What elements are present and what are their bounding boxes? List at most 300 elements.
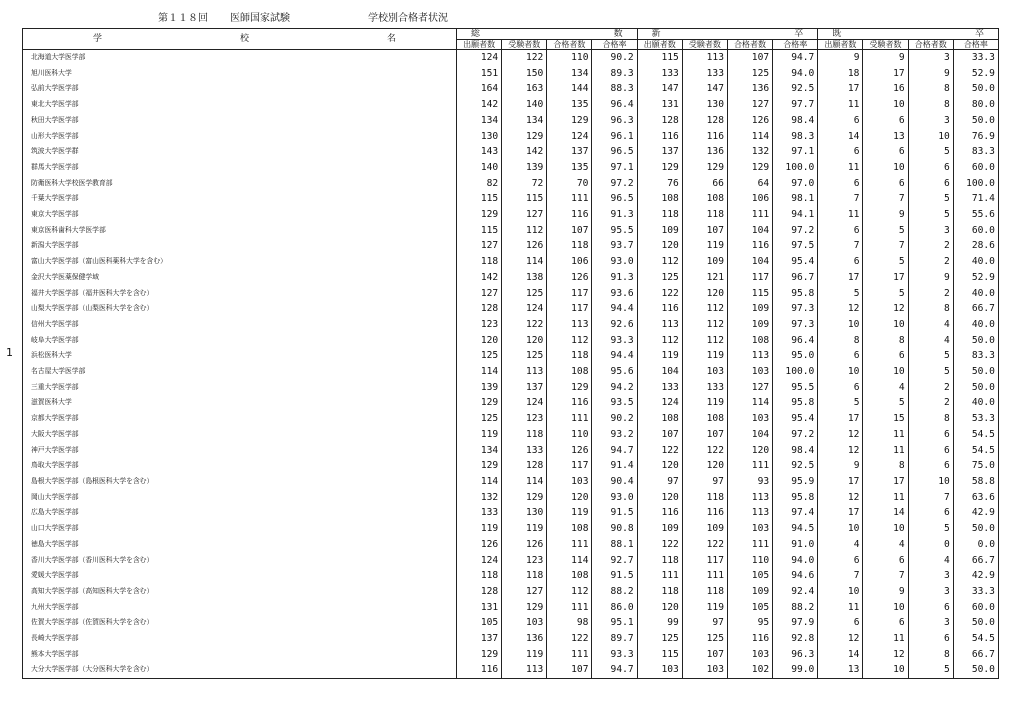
passers-cell: 114 <box>727 395 772 411</box>
group-char: 新 <box>651 29 661 39</box>
applicants-cell: 122 <box>637 443 682 459</box>
examinees-cell: 133 <box>502 443 547 459</box>
pass-rate-cell: 91.3 <box>592 270 637 286</box>
passers-cell: 108 <box>547 521 592 537</box>
applicants-cell: 115 <box>457 223 502 239</box>
passers-cell: 105 <box>727 600 772 616</box>
examinees-cell: 10 <box>863 521 908 537</box>
school-name-cell: 滋賀医科大学 <box>23 395 457 411</box>
school-name-cell: 香川大学医学部（香川医科大学を含む） <box>23 553 457 569</box>
pass-rate-cell: 96.4 <box>592 97 637 113</box>
passers-cell: 6 <box>908 458 953 474</box>
applicants-cell: 132 <box>457 490 502 506</box>
subcolumn-header: 受験者数 <box>682 40 727 50</box>
pass-rate-cell: 50.0 <box>953 333 998 349</box>
table-row <box>23 66 999 82</box>
examinees-cell: 119 <box>682 600 727 616</box>
pass-rate-cell: 89.3 <box>592 66 637 82</box>
passers-cell: 10 <box>908 474 953 490</box>
pass-rate-cell: 83.3 <box>953 348 998 364</box>
school-name-cell: 名古屋大学医学部 <box>23 364 457 380</box>
pass-rate-cell: 95.8 <box>773 286 818 302</box>
examinees-cell: 97 <box>682 615 727 631</box>
pass-rate-cell: 93.2 <box>592 427 637 443</box>
pass-rate-cell: 90.2 <box>592 50 637 66</box>
applicants-cell: 99 <box>637 615 682 631</box>
applicants-cell: 140 <box>457 160 502 176</box>
examinees-cell: 118 <box>682 207 727 223</box>
pass-rate-cell: 50.0 <box>953 615 998 631</box>
pass-rate-cell: 40.0 <box>953 395 998 411</box>
pass-rate-cell: 58.8 <box>953 474 998 490</box>
table-row <box>23 191 999 207</box>
examinees-cell: 134 <box>502 113 547 129</box>
applicants-cell: 6 <box>818 113 863 129</box>
table-row <box>23 176 999 192</box>
applicants-cell: 14 <box>818 647 863 663</box>
applicants-cell: 116 <box>457 662 502 678</box>
applicants-cell: 116 <box>637 129 682 145</box>
pass-rate-cell: 33.3 <box>953 50 998 66</box>
examinees-cell: 66 <box>682 176 727 192</box>
applicants-cell: 17 <box>818 474 863 490</box>
applicants-cell: 133 <box>637 66 682 82</box>
table-row <box>23 553 999 569</box>
pass-rate-cell: 98.3 <box>773 129 818 145</box>
pass-rate-cell: 71.4 <box>953 191 998 207</box>
school-name-cell: 鳥取大学医学部 <box>23 458 457 474</box>
school-name-cell: 佐賀大学医学部（佐賀医科大学を含む） <box>23 615 457 631</box>
pass-rate-cell: 97.3 <box>773 317 818 333</box>
pass-rate-cell: 92.5 <box>773 458 818 474</box>
applicants-cell: 11 <box>818 600 863 616</box>
school-name-cell: 東京大学医学部 <box>23 207 457 223</box>
pass-rate-cell: 97.0 <box>773 176 818 192</box>
school-header-char: 名 <box>386 34 396 44</box>
examinees-cell: 129 <box>502 600 547 616</box>
passers-cell: 113 <box>727 348 772 364</box>
passers-cell: 117 <box>727 270 772 286</box>
passers-cell: 111 <box>727 537 772 553</box>
pass-rate-cell: 54.5 <box>953 427 998 443</box>
applicants-cell: 17 <box>818 505 863 521</box>
passers-cell: 127 <box>727 380 772 396</box>
applicants-cell: 120 <box>637 490 682 506</box>
applicants-cell: 17 <box>818 411 863 427</box>
passers-cell: 110 <box>727 553 772 569</box>
applicants-cell: 129 <box>457 395 502 411</box>
examinees-cell: 119 <box>682 238 727 254</box>
group-char: 卒 <box>794 29 804 39</box>
school-name-cell: 三重大学医学部 <box>23 380 457 396</box>
pass-rate-cell: 60.0 <box>953 223 998 239</box>
pass-rate-cell: 94.2 <box>592 380 637 396</box>
examinees-cell: 11 <box>863 490 908 506</box>
passers-cell: 10 <box>908 129 953 145</box>
pass-rate-cell: 97.4 <box>773 505 818 521</box>
examinees-cell: 115 <box>502 191 547 207</box>
passers-cell: 104 <box>727 254 772 270</box>
applicants-cell: 120 <box>457 333 502 349</box>
pass-rate-cell: 97.1 <box>773 144 818 160</box>
results-table <box>22 28 999 679</box>
pass-rate-cell: 33.3 <box>953 584 998 600</box>
pass-rate-cell: 0.0 <box>953 537 998 553</box>
passers-cell: 108 <box>547 568 592 584</box>
passers-cell: 125 <box>727 66 772 82</box>
passers-cell: 109 <box>727 301 772 317</box>
examinees-cell: 113 <box>682 50 727 66</box>
examinees-cell: 109 <box>682 254 727 270</box>
applicants-cell: 12 <box>818 631 863 647</box>
school-name-cell: 広島大学医学部 <box>23 505 457 521</box>
passers-cell: 103 <box>547 474 592 490</box>
pass-rate-cell: 88.2 <box>592 584 637 600</box>
pass-rate-cell: 91.5 <box>592 505 637 521</box>
passers-cell: 8 <box>908 81 953 97</box>
pass-rate-cell: 88.1 <box>592 537 637 553</box>
examinees-cell: 116 <box>682 129 727 145</box>
page-number: 1 <box>6 346 13 359</box>
pass-rate-cell: 97.7 <box>773 97 818 113</box>
passers-cell: 5 <box>908 144 953 160</box>
examinees-cell: 125 <box>502 348 547 364</box>
applicants-cell: 114 <box>457 364 502 380</box>
passers-cell: 126 <box>547 270 592 286</box>
applicants-cell: 131 <box>637 97 682 113</box>
pass-rate-cell: 95.6 <box>592 364 637 380</box>
examinees-cell: 6 <box>863 615 908 631</box>
applicants-cell: 119 <box>457 427 502 443</box>
table-row <box>23 380 999 396</box>
passers-cell: 6 <box>908 505 953 521</box>
passers-cell: 119 <box>547 505 592 521</box>
examinees-cell: 114 <box>502 254 547 270</box>
passers-cell: 110 <box>547 50 592 66</box>
school-name-cell: 大分大学医学部（大分医科大学を含む） <box>23 662 457 678</box>
pass-rate-cell: 94.5 <box>773 521 818 537</box>
pass-rate-cell: 63.6 <box>953 490 998 506</box>
passers-cell: 6 <box>908 427 953 443</box>
applicants-cell: 129 <box>457 207 502 223</box>
passers-cell: 117 <box>547 286 592 302</box>
pass-rate-cell: 94.7 <box>592 443 637 459</box>
pass-rate-cell: 91.4 <box>592 458 637 474</box>
passers-cell: 137 <box>547 144 592 160</box>
pass-rate-cell: 66.7 <box>953 647 998 663</box>
passers-cell: 109 <box>727 317 772 333</box>
applicants-cell: 11 <box>818 97 863 113</box>
applicants-cell: 124 <box>457 50 502 66</box>
pass-rate-cell: 88.3 <box>592 81 637 97</box>
applicants-cell: 107 <box>637 427 682 443</box>
passers-cell: 2 <box>908 286 953 302</box>
passers-cell: 3 <box>908 223 953 239</box>
passers-cell: 5 <box>908 191 953 207</box>
applicants-cell: 125 <box>637 270 682 286</box>
examinees-cell: 6 <box>863 348 908 364</box>
examinees-cell: 124 <box>502 301 547 317</box>
table-row <box>23 631 999 647</box>
applicants-cell: 108 <box>637 191 682 207</box>
pass-rate-cell: 66.7 <box>953 301 998 317</box>
passers-cell: 126 <box>547 443 592 459</box>
pass-rate-cell: 93.3 <box>592 333 637 349</box>
examinees-cell: 4 <box>863 537 908 553</box>
applicants-cell: 133 <box>637 380 682 396</box>
pass-rate-cell: 96.3 <box>592 113 637 129</box>
passers-cell: 5 <box>908 207 953 223</box>
passers-cell: 64 <box>727 176 772 192</box>
passers-cell: 116 <box>547 395 592 411</box>
applicants-cell: 124 <box>637 395 682 411</box>
applicants-cell: 116 <box>637 301 682 317</box>
group-header-total <box>457 29 638 40</box>
pass-rate-cell: 96.4 <box>773 333 818 349</box>
school-name-cell: 筑波大学医学群 <box>23 144 457 160</box>
table-row <box>23 411 999 427</box>
applicants-cell: 151 <box>457 66 502 82</box>
examinees-cell: 109 <box>682 521 727 537</box>
applicants-cell: 7 <box>818 191 863 207</box>
school-name-cell: 東北大学医学部 <box>23 97 457 113</box>
examinees-cell: 113 <box>502 364 547 380</box>
applicants-cell: 109 <box>637 521 682 537</box>
table-row <box>23 286 999 302</box>
examinees-cell: 136 <box>682 144 727 160</box>
examinees-cell: 7 <box>863 191 908 207</box>
examinees-cell: 138 <box>502 270 547 286</box>
applicants-cell: 6 <box>818 348 863 364</box>
examinees-cell: 13 <box>863 129 908 145</box>
passers-cell: 8 <box>908 301 953 317</box>
applicants-cell: 97 <box>637 474 682 490</box>
pass-rate-cell: 95.1 <box>592 615 637 631</box>
school-name-cell: 秋田大学医学部 <box>23 113 457 129</box>
examinees-cell: 126 <box>502 238 547 254</box>
applicants-cell: 6 <box>818 144 863 160</box>
passers-cell: 127 <box>727 97 772 113</box>
examinees-cell: 139 <box>502 160 547 176</box>
pass-rate-cell: 95.8 <box>773 395 818 411</box>
table-row <box>23 537 999 553</box>
pass-rate-cell: 42.9 <box>953 568 998 584</box>
pass-rate-cell: 96.5 <box>592 191 637 207</box>
pass-rate-cell: 95.4 <box>773 254 818 270</box>
pass-rate-cell: 98.4 <box>773 113 818 129</box>
applicants-cell: 120 <box>637 458 682 474</box>
passers-cell: 103 <box>727 521 772 537</box>
pass-rate-cell: 50.0 <box>953 113 998 129</box>
applicants-cell: 142 <box>457 270 502 286</box>
applicants-cell: 118 <box>457 568 502 584</box>
passers-cell: 6 <box>908 176 953 192</box>
pass-rate-cell: 54.5 <box>953 631 998 647</box>
examinees-cell: 108 <box>682 411 727 427</box>
school-name-cell: 浜松医科大学 <box>23 348 457 364</box>
passers-cell: 2 <box>908 238 953 254</box>
examinees-cell: 130 <box>502 505 547 521</box>
passers-cell: 6 <box>908 160 953 176</box>
passers-cell: 111 <box>547 647 592 663</box>
school-name-cell: 金沢大学医薬保健学域 <box>23 270 457 286</box>
pass-rate-cell: 89.7 <box>592 631 637 647</box>
passers-cell: 111 <box>727 207 772 223</box>
examinees-cell: 103 <box>682 364 727 380</box>
passers-cell: 116 <box>727 631 772 647</box>
pass-rate-cell: 94.0 <box>773 66 818 82</box>
group-char: 総 <box>471 29 481 39</box>
table-row <box>23 662 999 678</box>
examinees-cell: 97 <box>682 474 727 490</box>
passers-cell: 129 <box>727 160 772 176</box>
passers-cell: 112 <box>547 584 592 600</box>
examinees-cell: 126 <box>502 537 547 553</box>
applicants-cell: 10 <box>818 584 863 600</box>
pass-rate-cell: 90.8 <box>592 521 637 537</box>
examinees-cell: 118 <box>682 584 727 600</box>
applicants-cell: 11 <box>818 160 863 176</box>
passers-cell: 93 <box>727 474 772 490</box>
pass-rate-cell: 97.2 <box>773 223 818 239</box>
examinees-cell: 119 <box>502 521 547 537</box>
passers-cell: 103 <box>727 364 772 380</box>
examinees-cell: 10 <box>863 97 908 113</box>
table-body <box>23 50 999 679</box>
pass-rate-cell: 100.0 <box>773 160 818 176</box>
pass-rate-cell: 66.7 <box>953 553 998 569</box>
applicants-cell: 164 <box>457 81 502 97</box>
passers-cell: 115 <box>727 286 772 302</box>
passers-cell: 113 <box>727 505 772 521</box>
applicants-cell: 143 <box>457 144 502 160</box>
applicants-cell: 6 <box>818 254 863 270</box>
applicants-cell: 119 <box>457 521 502 537</box>
pass-rate-cell: 40.0 <box>953 286 998 302</box>
examinees-cell: 125 <box>682 631 727 647</box>
pass-rate-cell: 92.7 <box>592 553 637 569</box>
examinees-cell: 122 <box>682 443 727 459</box>
passers-cell: 2 <box>908 380 953 396</box>
applicants-cell: 7 <box>818 568 863 584</box>
examinees-cell: 107 <box>682 223 727 239</box>
applicants-cell: 119 <box>637 348 682 364</box>
table-row <box>23 238 999 254</box>
pass-rate-cell: 40.0 <box>953 254 998 270</box>
table-row <box>23 584 999 600</box>
school-name-cell: 神戸大学医学部 <box>23 443 457 459</box>
examinees-cell: 112 <box>682 317 727 333</box>
passers-cell: 135 <box>547 160 592 176</box>
examinees-cell: 103 <box>502 615 547 631</box>
applicants-cell: 139 <box>457 380 502 396</box>
subcolumn-header: 受験者数 <box>502 40 547 50</box>
pass-rate-cell: 93.3 <box>592 647 637 663</box>
examinees-cell: 5 <box>863 223 908 239</box>
passers-cell: 4 <box>908 553 953 569</box>
table-row <box>23 505 999 521</box>
pass-rate-cell: 42.9 <box>953 505 998 521</box>
table-row <box>23 600 999 616</box>
applicants-cell: 123 <box>457 317 502 333</box>
examinees-cell: 6 <box>863 113 908 129</box>
examinees-cell: 11 <box>863 631 908 647</box>
pass-rate-cell: 96.1 <box>592 129 637 145</box>
table-row <box>23 333 999 349</box>
pass-rate-cell: 94.7 <box>592 662 637 678</box>
school-name-cell: 岐阜大学医学部 <box>23 333 457 349</box>
pass-rate-cell: 50.0 <box>953 81 998 97</box>
examinees-cell: 10 <box>863 317 908 333</box>
pass-rate-cell: 94.0 <box>773 553 818 569</box>
passers-cell: 117 <box>547 301 592 317</box>
applicants-cell: 118 <box>637 584 682 600</box>
passers-cell: 6 <box>908 443 953 459</box>
applicants-cell: 6 <box>818 615 863 631</box>
passers-cell: 2 <box>908 254 953 270</box>
school-name-cell: 旭川医科大学 <box>23 66 457 82</box>
pass-rate-cell: 97.3 <box>773 301 818 317</box>
examinees-cell: 5 <box>863 286 908 302</box>
examinees-cell: 72 <box>502 176 547 192</box>
passers-cell: 105 <box>727 568 772 584</box>
examinees-cell: 107 <box>682 647 727 663</box>
passers-cell: 3 <box>908 50 953 66</box>
applicants-cell: 124 <box>457 553 502 569</box>
passers-cell: 5 <box>908 521 953 537</box>
passers-cell: 111 <box>727 458 772 474</box>
applicants-cell: 128 <box>457 301 502 317</box>
applicants-cell: 111 <box>637 568 682 584</box>
applicants-cell: 115 <box>637 50 682 66</box>
applicants-cell: 120 <box>637 238 682 254</box>
examinees-cell: 10 <box>863 364 908 380</box>
pass-rate-cell: 98.4 <box>773 443 818 459</box>
pass-rate-cell: 80.0 <box>953 97 998 113</box>
subcolumn-header: 出願者数 <box>818 40 863 50</box>
table-row <box>23 348 999 364</box>
applicants-cell: 122 <box>637 286 682 302</box>
applicants-cell: 133 <box>457 505 502 521</box>
passers-cell: 116 <box>727 238 772 254</box>
examinees-cell: 17 <box>863 270 908 286</box>
applicants-cell: 116 <box>637 505 682 521</box>
examinees-cell: 5 <box>863 254 908 270</box>
examinees-cell: 125 <box>502 286 547 302</box>
subcolumn-header: 合格者数 <box>908 40 953 50</box>
pass-rate-cell: 95.5 <box>592 223 637 239</box>
pass-rate-cell: 95.0 <box>773 348 818 364</box>
applicants-cell: 113 <box>637 317 682 333</box>
examinees-cell: 123 <box>502 411 547 427</box>
applicants-cell: 76 <box>637 176 682 192</box>
applicants-cell: 127 <box>457 238 502 254</box>
examinees-cell: 108 <box>682 191 727 207</box>
passers-cell: 107 <box>547 223 592 239</box>
pass-rate-cell: 97.1 <box>592 160 637 176</box>
applicants-cell: 105 <box>457 615 502 631</box>
examinees-cell: 113 <box>502 662 547 678</box>
school-header-char: 学 <box>93 34 103 44</box>
applicants-cell: 118 <box>457 254 502 270</box>
subcolumn-header: 出願者数 <box>637 40 682 50</box>
examinees-cell: 163 <box>502 81 547 97</box>
passers-cell: 3 <box>908 584 953 600</box>
passers-cell: 103 <box>727 647 772 663</box>
applicants-cell: 6 <box>818 176 863 192</box>
applicants-cell: 8 <box>818 333 863 349</box>
examinees-cell: 147 <box>682 81 727 97</box>
